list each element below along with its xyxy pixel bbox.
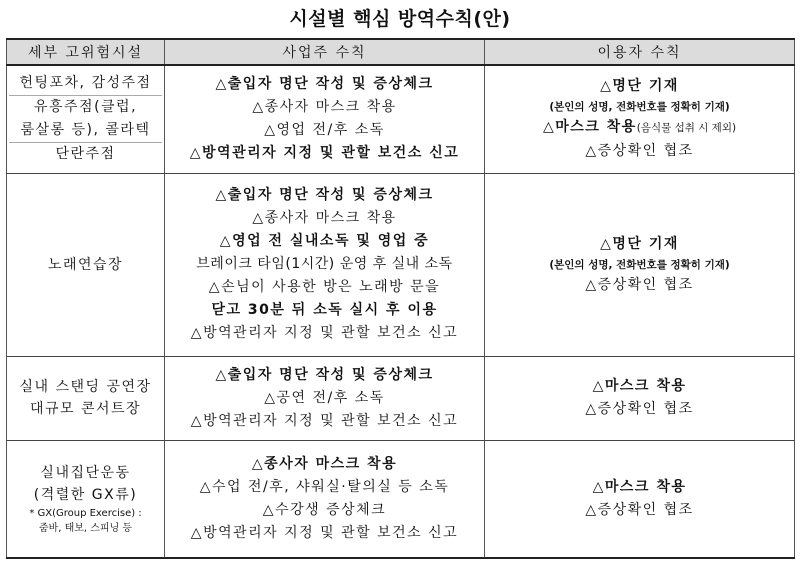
rule-line: △종사자 마스크 착용: [252, 210, 397, 226]
facility-cell: [7, 173, 165, 356]
rule-note: (음식물 섭취 시 제외): [636, 122, 737, 135]
rule-line: △명단 기재: [600, 235, 679, 252]
rule-line: [487, 116, 792, 140]
facility-line: 실내집단운동: [40, 464, 131, 481]
rule-line: △수업 전/후, 샤워실·탈의실 등 소독: [199, 478, 450, 495]
header-facility: 세부 고위험시설: [7, 39, 165, 65]
rule-line: △영업 전/후 소독: [264, 122, 385, 139]
table-row: [7, 356, 795, 440]
owner-rules-cell: [165, 65, 485, 173]
facility-note: * GX(Group Exercise) :: [29, 507, 142, 519]
rule-line: △방역관리자 지정 및 관할 보건소 신고: [189, 145, 460, 162]
facility-line: 단란주점: [55, 146, 116, 163]
facility-line: 대규모 콘서트장: [29, 401, 142, 417]
rule-line: △증상확인 협조: [585, 401, 694, 417]
owner-rules-cell: [165, 173, 485, 356]
rule-line: △손님이 사용한 방은 노래방 문을: [208, 279, 441, 295]
rule-line: △방역관리자 지정 및 관할 보건소 신고: [190, 412, 459, 429]
rule-line: 닫고 30분 뒤 소독 실시 후 이용: [211, 302, 438, 318]
rule-line: △마스크 착용: [592, 478, 687, 495]
rule-line: △명단 기재: [600, 78, 679, 95]
table-row: [7, 173, 795, 356]
header-row: [7, 39, 795, 65]
quarantine-rules-table: [6, 38, 795, 559]
rule-line: △방역관리자 지정 및 관할 보건소 신고: [190, 325, 459, 341]
rule-line: △증상확인 협조: [585, 276, 694, 293]
user-rules-cell: [485, 65, 795, 173]
rule-line: △영업 전 실내소독 및 영업 중: [219, 233, 430, 249]
owner-rules-cell: [165, 440, 485, 558]
rule-line: △수강생 증상체크: [262, 501, 387, 518]
facility-line: 유흥주점(클럽,: [33, 99, 138, 116]
rule-line: △증상확인 협조: [585, 143, 694, 160]
rule-line: △방역관리자 지정 및 관할 보건소 신고: [190, 524, 459, 541]
table-row: [7, 65, 795, 173]
rule-line: △마스크 착용: [592, 378, 687, 394]
user-rules-cell: [485, 440, 795, 558]
header-owner-rules: 사업주 수칙: [165, 39, 485, 65]
facility-cell: [7, 65, 165, 173]
facility-note: 줌바, 태보, 스피닝 등: [38, 522, 133, 534]
user-rules-cell: [485, 356, 795, 440]
rule-line: △증상확인 협조: [585, 501, 694, 518]
rule-line: △출입자 명단 작성 및 증상체크: [215, 187, 434, 203]
rule-line: △종사자 마스크 착용: [252, 99, 397, 116]
facility-line: 노래연습장: [47, 256, 124, 273]
rule-note: (본인의 성명, 전화번호를 정확히 기재): [549, 258, 730, 271]
facility-line: 헌팅포차, 감성주점: [19, 75, 152, 92]
rule-line: 브레이크 타임(1시간) 운영 후 실내 소독: [196, 256, 453, 272]
facility-line: 실내 스탠딩 공연장: [19, 379, 152, 395]
rule-line: △출입자 명단 작성 및 증상체크: [215, 76, 434, 93]
page-title: 시설별 핵심 방역수칙(안): [289, 8, 511, 30]
header-user-rules: 이용자 수칙: [485, 39, 795, 65]
facility-cell: [7, 440, 165, 558]
rule-line: △종사자 마스크 착용: [251, 455, 398, 472]
rule-line: △공연 전/후 소독: [264, 389, 385, 406]
facility-cell: [7, 356, 165, 440]
table-row: [7, 440, 795, 558]
rule-line-main: △마스크 착용: [542, 119, 637, 136]
facility-line: 룸살롱 등), 콜라텍: [20, 122, 151, 139]
owner-rules-cell: [165, 356, 485, 440]
rule-note: (본인의 성명, 전화번호를 정확히 기재): [549, 101, 730, 114]
user-rules-cell: [485, 173, 795, 356]
rule-line: △출입자 명단 작성 및 증상체크: [215, 366, 434, 383]
facility-line: (격렬한 GX류): [33, 486, 138, 503]
